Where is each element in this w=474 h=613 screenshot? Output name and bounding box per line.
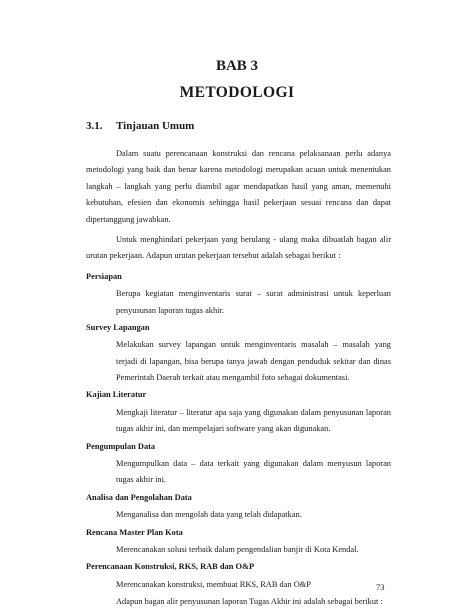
step-heading: Perencanaan Konstruksi, RKS, RAB dan O&P xyxy=(86,562,255,572)
intro-paragraph: Dalam suatu perencanaan konstruksi dan rencana pelaksanaan perlu adanya metodologi yang baik dan benar karena metodologi merupakan acuan untuk menentukan langkah – langkah yang perlu diambil agar mendapatkan hasil yang aman, memenuhi kebutuhan, efesien dan ekonomis sehingga hasil pekerjaan sesuai rencana dan dapat dipertanggung jawabkan. xyxy=(86,149,391,224)
step-heading: Pengumpulan Data xyxy=(86,441,156,451)
step-description: Melakukan survey lapangan untuk menginventaris masalah – masalah yang terjadi di lapangan, bisa berupa tanya jawab dengan penduduk sekitar dan dinas Pemerintah Daerah terkait atau mengambil foto sebagai dokumentasi. xyxy=(116,340,391,383)
body-text xyxy=(86,146,391,612)
step-description: Merencanakan solusi terbaik dalam pengendalian banjir di Kota Kendal. xyxy=(116,544,359,554)
step-heading: Survey Lapangan xyxy=(86,322,150,332)
closing-paragraph: Adapun bagan alir penyusunan laporan Tugas Akhir ini adalah sebagai berikut : xyxy=(116,597,383,607)
step-heading: Rencana Master Plan Kota xyxy=(86,527,183,537)
section-number: 3.1. xyxy=(86,120,103,132)
step-heading: Persiapan xyxy=(86,271,122,281)
step-description: Mengkaji literatur – literatur apa saja yang digunakan dalam penyusunan laporan tugas akhir ini, dan mempelajari software yang akan digunakan. xyxy=(116,407,391,434)
step-description: Merencanakan konstruksi, membuat RKS, RAB dan O&P xyxy=(116,579,311,589)
chapter-title: METODOLOGI xyxy=(179,84,295,101)
section-title: Tinjauan Umum xyxy=(116,120,195,132)
page-number: 73 xyxy=(376,582,385,592)
step-heading: Kajian Literatur xyxy=(86,390,147,400)
step-description: Menganalisa dan mengolah data yang telah didapatkan. xyxy=(116,510,302,520)
section-heading xyxy=(86,120,194,132)
intro-paragraph: Untuk menghindari pekerjaan yang berulang - ulang maka dibuatlah bagan alir urutan pekerjaan. Adapun urutan pekerjaan tersebut adalah sebagai berikut : xyxy=(86,234,391,261)
step-description: Mengumpulkan data – data terkait yang digunakan dalam menyusun laporan tugas akhir ini. xyxy=(116,459,391,485)
step-heading: Analisa dan Pengolahan Data xyxy=(86,492,192,502)
step-description: Berupa kegiatan menginventaris surat – surat administrasi untuk keperluan penyusunan laporan tugas akhir. xyxy=(116,289,391,315)
chapter-number: BAB 3 xyxy=(215,58,259,74)
